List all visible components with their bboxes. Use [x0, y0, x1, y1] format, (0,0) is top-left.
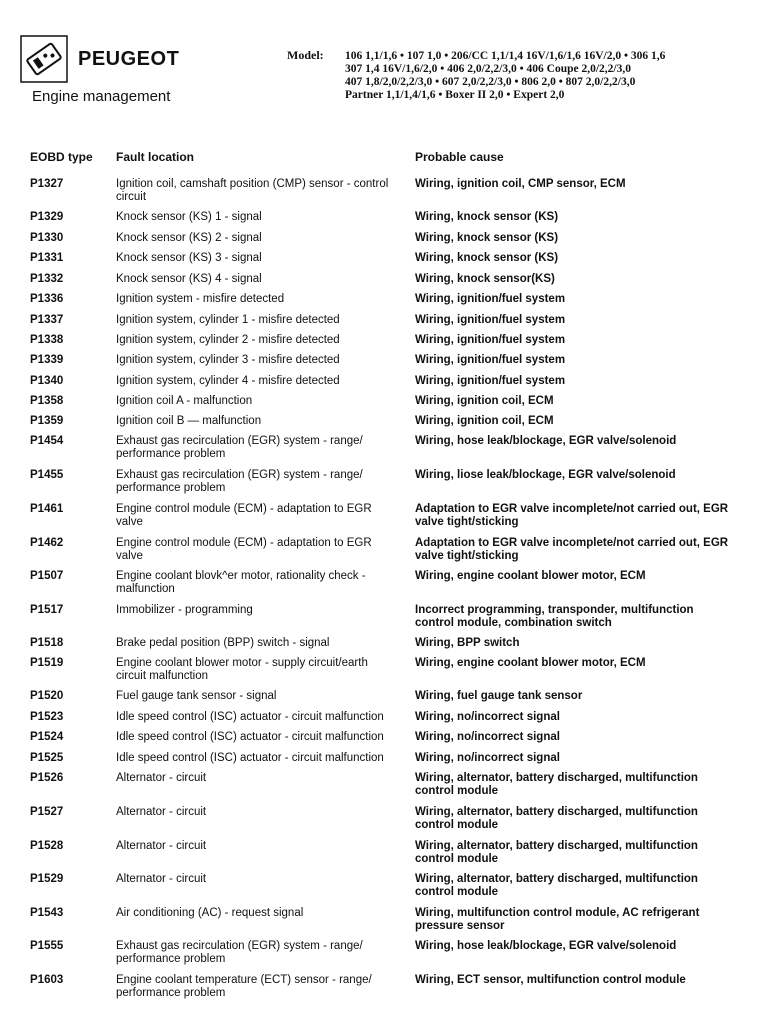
probable-cause: Adaptation to EGR valve incomplete/not carried out, EGR valve tight/sticking [415, 503, 729, 528]
eobd-code: P1330 [30, 232, 64, 244]
page-subtitle: Engine management [32, 88, 171, 105]
eobd-code: P1529 [30, 873, 64, 885]
eobd-code: P1339 [30, 354, 64, 366]
probable-cause: Wiring, engine coolant blower motor, ECM [415, 657, 646, 669]
probable-cause: Wiring, alternator, battery discharged, multifunction control module [415, 840, 698, 865]
probable-cause: Wiring, alternator, battery discharged, multifunction control module [415, 873, 698, 898]
header-fault-location: Fault location [116, 150, 194, 164]
eobd-code: P1603 [30, 974, 64, 986]
eobd-code: P1337 [30, 314, 64, 326]
model-line: 407 1,8/2,0/2,2/3,0 • 607 2,0/2,2/3,0 • 806 2,0 • 807 2,0/2,2/3,0 [345, 76, 636, 88]
fault-location: Knock sensor (KS) 3 - signal [116, 252, 262, 264]
eobd-code: P1332 [30, 273, 64, 285]
probable-cause: Wiring, ECT sensor, multifunction control module [415, 974, 686, 986]
probable-cause: Wiring, knock sensor (KS) [415, 252, 559, 264]
fault-location: Engine coolant blower motor - supply circuit/earth circuit malfunction [116, 657, 368, 682]
probable-cause: Wiring, ignition coil, ECM [415, 395, 554, 407]
brand-name: PEUGEOT [78, 48, 180, 70]
fault-location: Engine control module (ECM) - adaptation to EGR valve [116, 537, 372, 562]
eobd-code: P1327 [30, 178, 64, 190]
fault-location: Ignition system, cylinder 3 - misfire detected [116, 354, 340, 366]
fault-location: Exhaust gas recirculation (EGR) system - range/ performance problem [116, 469, 363, 494]
probable-cause: Wiring, alternator, battery discharged, multifunction control module [415, 806, 698, 831]
fault-location: Alternator - circuit [116, 772, 207, 784]
eobd-code: P1329 [30, 211, 64, 223]
probable-cause: Wiring, no/incorrect signal [415, 752, 560, 764]
eobd-code: P1455 [30, 469, 64, 481]
fault-location: Air conditioning (AC) - request signal [116, 907, 304, 919]
header-probable-cause: Probable cause [415, 150, 504, 164]
probable-cause: Wiring, alternator, battery discharged, multifunction control module [415, 772, 698, 797]
eobd-code: P1507 [30, 570, 64, 582]
probable-cause: Adaptation to EGR valve incomplete/not carried out, EGR valve tight/sticking [415, 537, 729, 562]
fault-location: Engine control module (ECM) - adaptation to EGR valve [116, 503, 372, 528]
eobd-code: P1517 [30, 604, 64, 616]
probable-cause: Wiring, ignition coil, ECM [415, 415, 554, 427]
eobd-code: P1461 [30, 503, 64, 515]
fault-location: Ignition system, cylinder 4 - misfire detected [116, 375, 340, 387]
peugeot-logo-icon [20, 35, 68, 83]
eobd-code: P1454 [30, 435, 64, 447]
fault-location: Engine coolant temperature (ECT) sensor - range/ performance problem [116, 974, 372, 999]
fault-location: Exhaust gas recirculation (EGR) system - range/ performance problem [116, 435, 363, 460]
fault-location: Ignition coil B — malfunction [116, 415, 262, 427]
probable-cause: Wiring, engine coolant blower motor, ECM [415, 570, 646, 582]
fault-location: Fuel gauge tank sensor - signal [116, 690, 277, 702]
probable-cause: Wiring, knock sensor(KS) [415, 273, 555, 285]
model-line: Partner 1,1/1,4/1,6 • Boxer II 2,0 • Expert 2,0 [345, 89, 565, 101]
fault-location: Idle speed control (ISC) actuator - circuit malfunction [116, 731, 384, 743]
fault-location: Brake pedal position (BPP) switch - signal [116, 637, 330, 649]
probable-cause: Wiring, no/incorrect signal [415, 731, 560, 743]
fault-location: Idle speed control (ISC) actuator - circuit malfunction [116, 752, 384, 764]
eobd-code: P1359 [30, 415, 64, 427]
model-list [345, 50, 665, 102]
eobd-code: P1338 [30, 334, 64, 346]
fault-location: Ignition system, cylinder 1 - misfire detected [116, 314, 340, 326]
probable-cause: Wiring, no/incorrect signal [415, 711, 560, 723]
probable-cause: Wiring, hose leak/blockage, EGR valve/solenoid [415, 940, 677, 952]
probable-cause: Wiring, ignition/fuel system [415, 354, 566, 366]
probable-cause: Wiring, knock sensor (KS) [415, 211, 559, 223]
eobd-code: P1525 [30, 752, 64, 764]
model-line: 307 1,4 16V/1,6/2,0 • 406 2,0/2,2/3,0 • 406 Coupe 2,0/2,2/3,0 [345, 63, 631, 75]
probable-cause: Incorrect programming, transponder, multifunction control module, combination switch [415, 604, 694, 629]
fault-location: Knock sensor (KS) 2 - signal [116, 232, 262, 244]
eobd-code: P1462 [30, 537, 64, 549]
eobd-code: P1520 [30, 690, 64, 702]
fault-location: Ignition coil, camshaft position (CMP) sensor - control circuit [116, 178, 389, 203]
eobd-code: P1340 [30, 375, 64, 387]
eobd-code: P1555 [30, 940, 64, 952]
probable-cause: Wiring, BPP switch [415, 637, 520, 649]
eobd-code: P1527 [30, 806, 64, 818]
eobd-code: P1543 [30, 907, 64, 919]
probable-cause: Wiring, ignition/fuel system [415, 334, 566, 346]
fault-location: Alternator - circuit [116, 806, 207, 818]
probable-cause: Wiring, fuel gauge tank sensor [415, 690, 583, 702]
probable-cause: Wiring, ignition/fuel system [415, 293, 566, 305]
fault-location: Ignition system, cylinder 2 - misfire detected [116, 334, 340, 346]
model-line: 106 1,1/1,6 • 107 1,0 • 206/CC 1,1/1,4 16V/1,6/1,6 16V/2,0 • 306 1,6 [345, 50, 666, 62]
probable-cause: Wiring, ignition coil, CMP sensor, ECM [415, 178, 626, 190]
eobd-code: P1358 [30, 395, 64, 407]
fault-location: Idle speed control (ISC) actuator - circuit malfunction [116, 711, 384, 723]
header-eobd-type: EOBD type [30, 150, 93, 164]
eobd-code: P1524 [30, 731, 64, 743]
eobd-code: P1519 [30, 657, 64, 669]
fault-location: Knock sensor (KS) 1 - signal [116, 211, 262, 223]
eobd-code: P1331 [30, 252, 64, 264]
fault-location: Engine coolant blovk^er motor, rationality check - malfunction [116, 570, 366, 595]
model-label: Model: [287, 48, 324, 62]
probable-cause: Wiring, ignition/fuel system [415, 314, 566, 326]
eobd-code: P1523 [30, 711, 64, 723]
fault-location: Exhaust gas recirculation (EGR) system - range/ performance problem [116, 940, 363, 965]
fault-location: Ignition system - misfire detected [116, 293, 285, 305]
probable-cause: Wiring, hose leak/blockage, EGR valve/solenoid [415, 435, 677, 447]
fault-location: Ignition coil A - malfunction [116, 395, 253, 407]
eobd-code: P1526 [30, 772, 64, 784]
eobd-code: P1528 [30, 840, 64, 852]
fault-location: Alternator - circuit [116, 873, 207, 885]
probable-cause: Wiring, knock sensor (KS) [415, 232, 559, 244]
probable-cause: Wiring, liose leak/blockage, EGR valve/solenoid [415, 469, 676, 481]
fault-location: Knock sensor (KS) 4 - signal [116, 273, 262, 285]
fault-location: Immobilizer - programming [116, 604, 253, 616]
fault-location: Alternator - circuit [116, 840, 207, 852]
probable-cause: Wiring, ignition/fuel system [415, 375, 566, 387]
eobd-code: P1518 [30, 637, 64, 649]
eobd-code: P1336 [30, 293, 64, 305]
probable-cause: Wiring, multifunction control module, AC refrigerant pressure sensor [415, 907, 700, 932]
